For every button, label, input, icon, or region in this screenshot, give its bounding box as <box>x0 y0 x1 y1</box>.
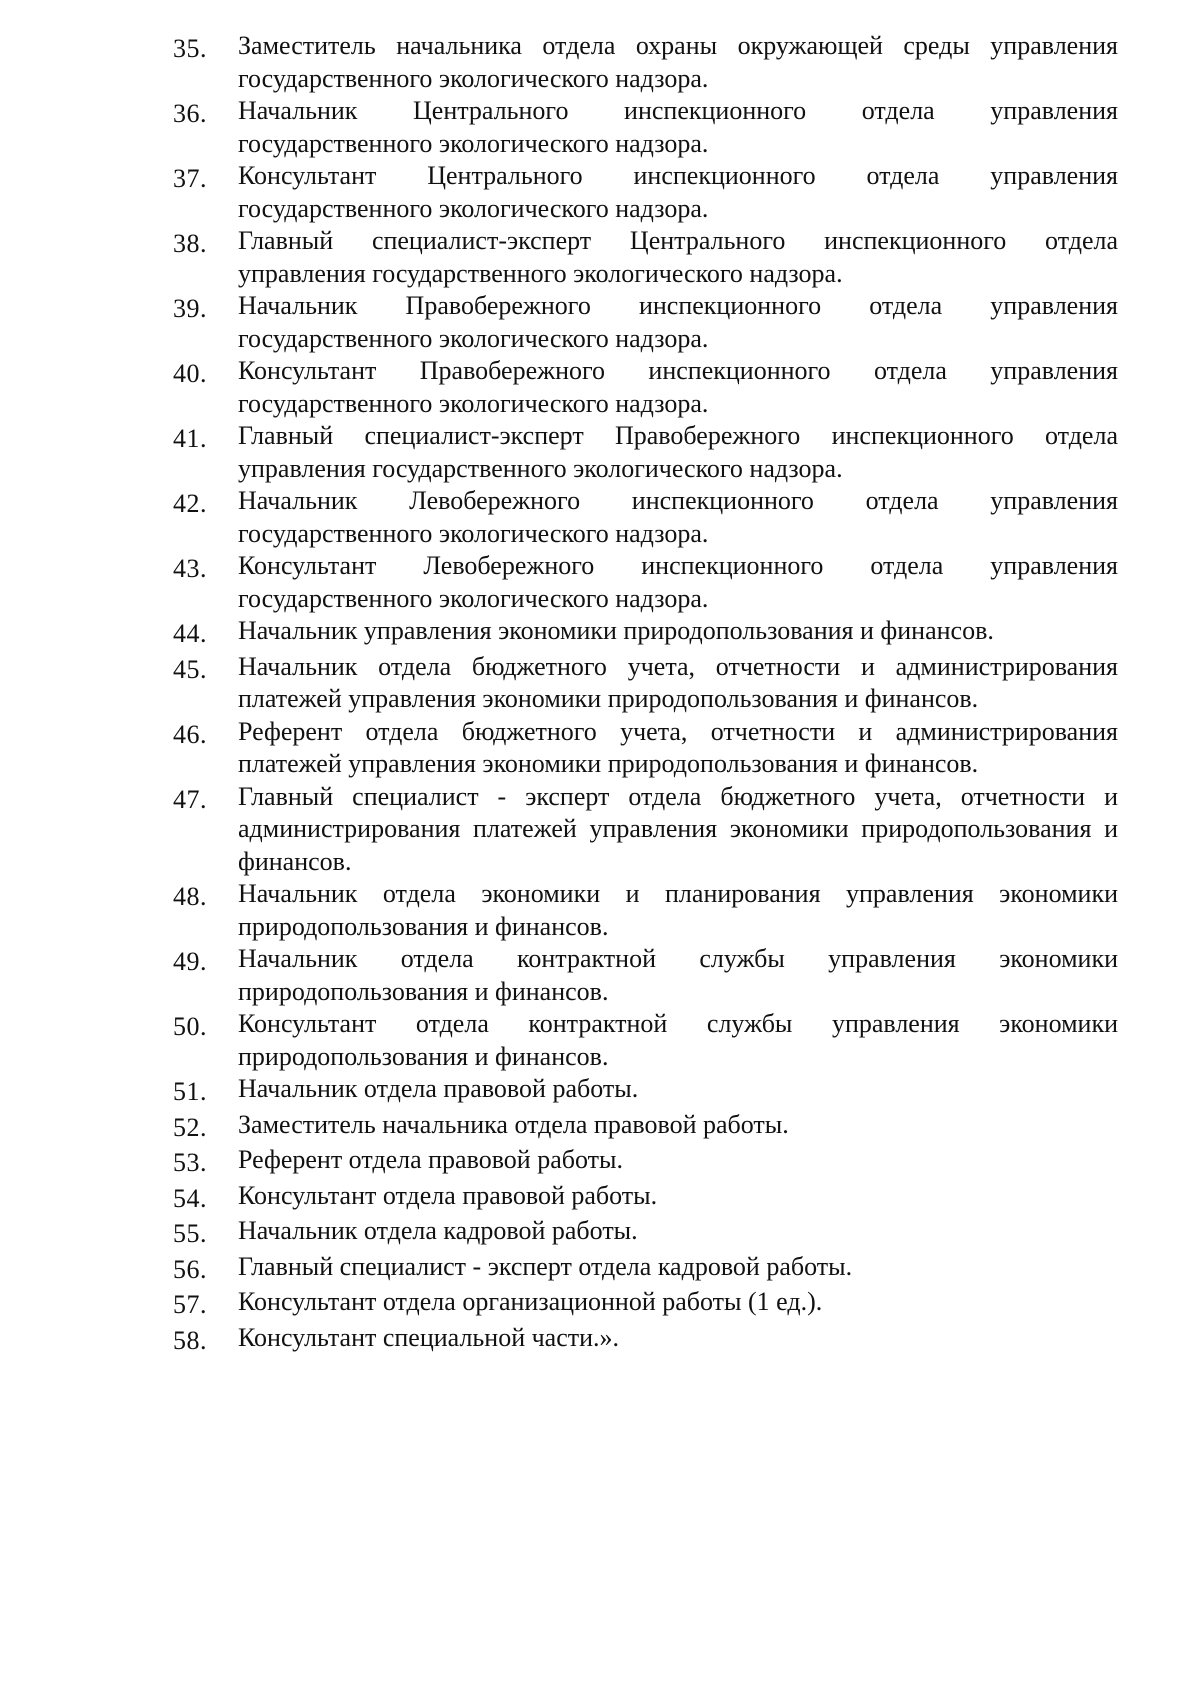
item-number: 56. <box>173 1254 207 1284</box>
item-text: Начальник Левобережного инспекционного отдела управления государственного экологического надзора. <box>238 486 1118 548</box>
item-number: 42. <box>173 489 207 518</box>
item-text: Консультант специальной части.». <box>238 1322 620 1352</box>
item-text: Консультант Левобережного инспекционного отдела управления государственного экологического надзора. <box>238 551 1118 613</box>
item-text: Заместитель начальника отдела охраны окружающей среды управления государственного экологического надзора. <box>238 31 1118 93</box>
item-number: 54. <box>173 1183 207 1213</box>
item-number: 41. <box>173 424 207 453</box>
item-text: Главный специалист - эксперт отдела бюджетного учета, отчетности и администрирования платежей управления экономики природопользования и финансов. <box>238 781 1118 876</box>
item-text: Начальник управления экономики природопользования и финансов. <box>238 616 994 645</box>
list-item <box>173 781 1118 879</box>
item-number: 44. <box>173 619 207 648</box>
item-number: 45. <box>173 654 207 684</box>
item-text: Главный специалист-эксперт Центрального инспекционного отдела управления государственного экологического надзора. <box>238 226 1118 288</box>
list-item <box>173 290 1118 355</box>
list-item <box>173 485 1118 550</box>
item-text: Начальник Правобережного инспекционного отдела управления государственного экологического надзора. <box>238 291 1118 353</box>
item-text: Начальник отдела правовой работы. <box>238 1074 639 1103</box>
item-number: 58. <box>173 1325 207 1355</box>
item-number: 55. <box>173 1219 207 1248</box>
list-item <box>173 1144 1118 1180</box>
item-text: Референт отдела правовой работы. <box>238 1145 623 1174</box>
item-number: 53. <box>173 1148 207 1177</box>
list-item <box>173 1073 1118 1109</box>
item-text: Главный специалист-эксперт Правобережного инспекционного отдела управления государственного экологического надзора. <box>238 421 1118 483</box>
item-text: Главный специалист - эксперт отдела кадровой работы. <box>238 1251 853 1281</box>
item-number: 46. <box>173 719 207 749</box>
list-item <box>173 225 1118 290</box>
list-item <box>173 160 1118 225</box>
item-number: 39. <box>173 294 207 323</box>
item-number: 50. <box>173 1012 207 1041</box>
item-text: Начальник отдела бюджетного учета, отчетности и администрирования платежей управления экономики природопользования и финансов. <box>238 651 1118 713</box>
item-text: Референт отдела бюджетного учета, отчетности и администрирования платежей управления экономики природопользования и финансов. <box>238 716 1118 778</box>
item-number: 52. <box>173 1112 207 1142</box>
item-text: Начальник отдела кадровой работы. <box>238 1216 638 1245</box>
list-item <box>173 1322 1118 1358</box>
position-list <box>173 30 1118 1357</box>
item-number: 35. <box>173 34 207 63</box>
item-text: Начальник отдела контрактной службы управления экономики природопользования и финансов. <box>238 944 1118 1006</box>
list-item <box>173 1109 1118 1145</box>
list-item <box>173 716 1118 781</box>
item-text: Консультант отдела контрактной службы управления экономики природопользования и финансов. <box>238 1009 1118 1071</box>
item-number: 40. <box>173 359 207 388</box>
item-text: Начальник отдела экономики и планирования управления экономики природопользования и финансов. <box>238 879 1118 941</box>
list-item <box>173 615 1118 651</box>
list-item <box>173 420 1118 485</box>
item-number: 47. <box>173 784 207 814</box>
item-number: 38. <box>173 229 207 258</box>
list-item <box>173 878 1118 943</box>
item-text: Консультант Центрального инспекционного отдела управления государственного экологического надзора. <box>238 161 1118 223</box>
item-number: 43. <box>173 554 207 583</box>
item-text: Консультант Правобережного инспекционного отдела управления государственного экологического надзора. <box>238 356 1118 418</box>
list-item <box>173 1215 1118 1251</box>
list-item <box>173 1286 1118 1322</box>
item-text: Заместитель начальника отдела правовой работы. <box>238 1109 789 1139</box>
item-number: 51. <box>173 1077 207 1106</box>
item-number: 57. <box>173 1290 207 1319</box>
list-item <box>173 30 1118 95</box>
list-item <box>173 1008 1118 1073</box>
item-text: Начальник Центрального инспекционного отдела управления государственного экологического надзора. <box>238 96 1118 158</box>
list-item <box>173 355 1118 420</box>
item-text: Консультант отдела правовой работы. <box>238 1180 658 1210</box>
list-item <box>173 550 1118 615</box>
item-number: 49. <box>173 947 207 976</box>
item-number: 36. <box>173 99 207 128</box>
item-number: 48. <box>173 882 207 911</box>
list-item <box>173 651 1118 716</box>
list-item <box>173 1180 1118 1216</box>
item-text: Консультант отдела организационной работы (1 ед.). <box>238 1287 823 1316</box>
list-item <box>173 943 1118 1008</box>
list-item <box>173 95 1118 160</box>
item-number: 37. <box>173 164 207 193</box>
list-item <box>173 1251 1118 1287</box>
